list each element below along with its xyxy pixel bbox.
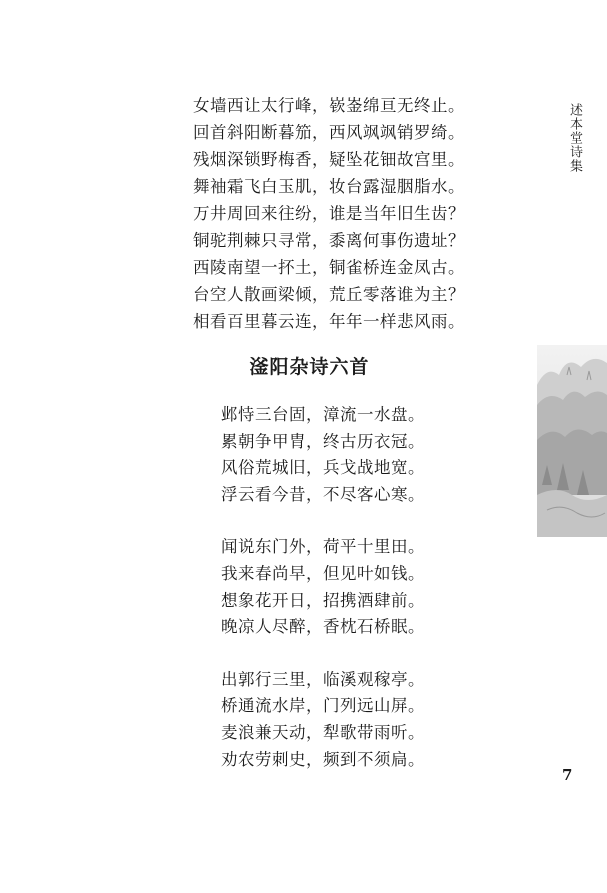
stanza — [221, 534, 521, 640]
stanza-line: 浮云看今昔，不尽客心寒。 — [221, 484, 425, 504]
stanza-list — [221, 402, 521, 799]
stanza — [221, 402, 521, 508]
poem-line: 铜驼荆棘只寻常，黍离何事伤遗址？ — [193, 231, 465, 250]
poem-line: 女墙西让太行峰，嵚崟绵亘无终止。 — [193, 96, 465, 115]
stanza-line: 我来春尚早，但见叶如钱。 — [221, 563, 425, 583]
stanza-line: 麦浪兼天动，犁歌带雨听。 — [221, 722, 425, 742]
stanza-line: 晚凉人尽醉，香枕石桥眠。 — [221, 617, 425, 637]
poem-line: 残烟深锁野梅香，疑坠花钿故宫里。 — [193, 150, 465, 169]
poem-line: 回首斜阳断暮笳，西风飒飒销罗绮。 — [193, 123, 465, 142]
stanza-line: 风俗荒城旧，兵戈战地宽。 — [221, 458, 425, 478]
stanza-line: 出郭行三里，临溪观稼亭。 — [221, 669, 425, 689]
stanza-line: 想象花开日，招携酒肆前。 — [221, 590, 425, 610]
page-number: 7 — [562, 766, 573, 784]
stanza-line: 累朝争甲胄，终古历衣冠。 — [221, 431, 425, 451]
poem-body — [193, 92, 553, 335]
poem-line: 台空人散画梁倾，荒丘零落谁为主？ — [193, 285, 465, 304]
stanza — [221, 667, 521, 773]
section-title: 滏阳杂诗六首 — [249, 356, 370, 378]
book-title-vertical: 述本堂诗集 — [567, 103, 582, 173]
poem-line: 舞袖霜飞白玉肌，妆台露湿胭脂水。 — [193, 177, 465, 196]
poem-line: 西陵南望一抔土，铜雀桥连金凤古。 — [193, 258, 465, 277]
poem-line: 万井周回来往纷，谁是当年旧生齿？ — [193, 204, 465, 223]
stanza-line: 闻说东门外，荷平十里田。 — [221, 537, 425, 557]
stanza-line: 邺恃三台固，漳流一水盘。 — [221, 405, 425, 424]
poem-line: 相看百里暮云连，年年一样悲风雨。 — [193, 312, 465, 331]
stanza-line: 劝农劳刺史，频到不须扃。 — [221, 749, 425, 769]
stanza-line: 桥通流水岸，门列远山屏。 — [221, 696, 425, 716]
